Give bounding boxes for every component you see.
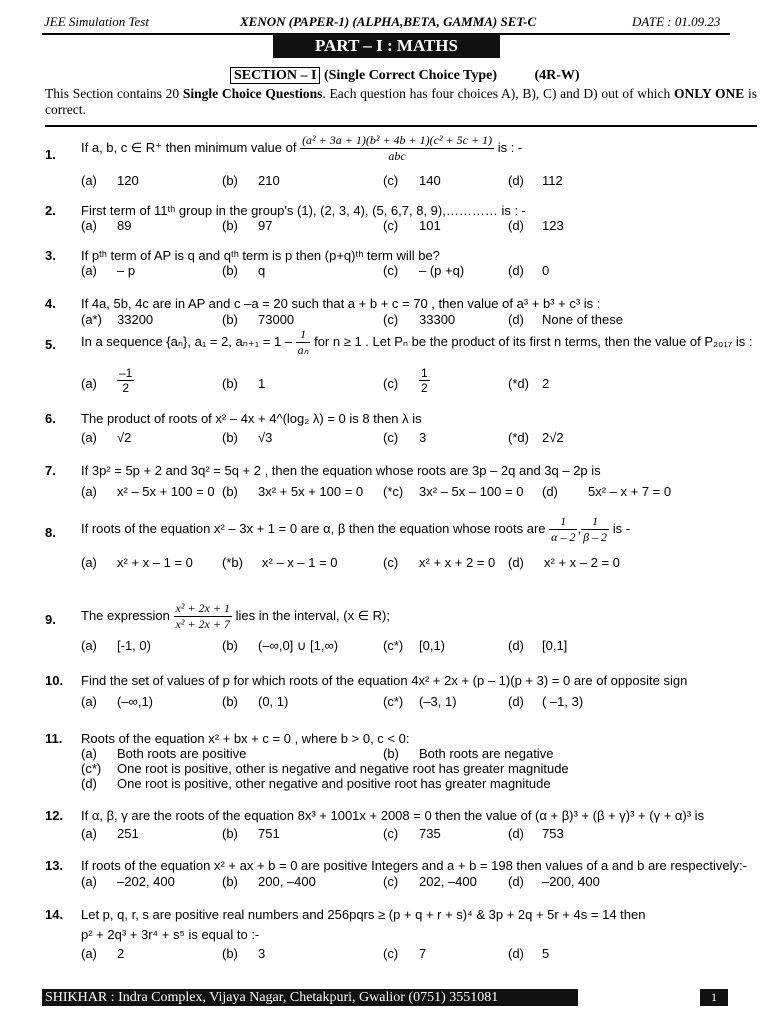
option-value: 2√2 bbox=[542, 430, 564, 445]
fraction-numerator: 1 bbox=[549, 514, 577, 530]
question-text-post: is : - bbox=[497, 139, 523, 155]
section-name: SECTION – I bbox=[230, 67, 320, 84]
option-value: 3x² – 5x – 100 = 0 bbox=[419, 484, 524, 499]
question-text: If roots of the equation x² + ax + b = 0 are positive Integers and a + b = 198 then values of a and b are respectively:- bbox=[81, 858, 747, 873]
option-value: 1 bbox=[258, 376, 266, 391]
option-value: 2 bbox=[542, 376, 550, 391]
fraction-numerator: x² + 2x + 1 bbox=[175, 601, 230, 615]
option-value bbox=[117, 366, 134, 395]
question-number: 1. bbox=[45, 147, 56, 162]
option-value: 751 bbox=[258, 826, 280, 841]
option-value: Both roots are positive bbox=[117, 746, 247, 761]
option-value: √2 bbox=[117, 430, 132, 445]
question-text: The product of roots of x² – 4x + 4^(log₂ λ) = 0 is 8 then λ is bbox=[81, 411, 422, 426]
fraction-denominator: x² + 2x + 7 bbox=[175, 617, 230, 631]
option-label: (b) bbox=[222, 312, 238, 327]
fraction bbox=[296, 327, 311, 358]
intro-text-3: is correct. bbox=[45, 86, 758, 117]
option-value: 202, –400 bbox=[419, 874, 477, 889]
option-value: 5 bbox=[542, 946, 550, 961]
option-label: (*d) bbox=[508, 376, 529, 391]
option-value: 140 bbox=[419, 173, 441, 188]
option-value: 33200 bbox=[117, 312, 154, 327]
option-value: (–3, 1) bbox=[419, 694, 457, 709]
option-value: – (p +q) bbox=[419, 263, 465, 278]
option-value: 123 bbox=[542, 218, 564, 233]
question-text: If roots of the equation x² – 3x + 1 = 0 are α, β then the equation whose roots are $\frac{1}{\alpha - 2}$ , $\frac{1}{\beta - 2}$ is - bbox=[81, 514, 631, 544]
intro-text-1: This Section contains 20 bbox=[45, 86, 183, 101]
option-value: 120 bbox=[117, 173, 139, 188]
option-label: (b) bbox=[222, 263, 238, 278]
question-number: 3. bbox=[45, 248, 56, 263]
question-text bbox=[81, 327, 753, 358]
fraction-denominator: β – 2 bbox=[583, 530, 608, 544]
fraction bbox=[549, 514, 577, 545]
option-label: (c) bbox=[383, 218, 399, 233]
intro-bold-1: Single Choice Questions bbox=[182, 86, 323, 101]
option-label: (c) bbox=[383, 312, 399, 327]
option-label: (c) bbox=[383, 173, 399, 188]
question-number: 6. bbox=[45, 411, 56, 426]
option-value: – p bbox=[117, 263, 136, 278]
option-label: (b) bbox=[222, 173, 238, 188]
option-value: √3 bbox=[258, 430, 273, 445]
option-label: (a) bbox=[81, 638, 97, 653]
fraction-numerator: 1 bbox=[296, 327, 311, 343]
option-label: (b) bbox=[222, 430, 238, 445]
option-label: (a) bbox=[81, 555, 97, 570]
option-label: (c) bbox=[383, 555, 399, 570]
option-label: (b) bbox=[222, 376, 238, 391]
header-date: DATE : 01.09.23 bbox=[632, 14, 721, 29]
intro-text-2: . Each question has four choices A), B), C) and D) out of which bbox=[322, 86, 675, 101]
question-text-pre: If roots of the equation x² – 3x + 1 = 0 are α, β then the equation whose roots are bbox=[81, 520, 546, 536]
question-text-pre: In a sequence {aₙ}, a₁ = 2, aₙ₊₁ = 1 – bbox=[81, 333, 293, 349]
option-label: (*d) bbox=[508, 430, 529, 445]
option-label: (c) bbox=[383, 946, 399, 961]
question-text: Roots of the equation x² + bx + c = 0 , where b > 0, c < 0: bbox=[81, 731, 410, 746]
fraction-numerator: 1 bbox=[421, 366, 428, 380]
option-value: (–∞,1) bbox=[117, 694, 153, 709]
fraction-denominator: abc bbox=[388, 149, 406, 163]
fraction-numerator: (a² + 3a + 1)(b² + 4b + 1)(c² + 5c + 1) bbox=[302, 133, 493, 147]
question-number: 11. bbox=[45, 731, 63, 746]
option-value: 753 bbox=[542, 826, 564, 841]
option-label: (d) bbox=[508, 263, 524, 278]
section-type: (Single Correct Choice Type) bbox=[323, 68, 497, 83]
question-text: Find the set of values of p for which roots of the equation 4x² + 2x + (p – 1)(p + 3) = 0 are of opposite sign bbox=[81, 673, 688, 688]
option-value: 5x² – x + 7 = 0 bbox=[588, 484, 672, 499]
option-label: (a) bbox=[81, 826, 97, 841]
option-label: (*c) bbox=[383, 484, 404, 499]
option-value: 251 bbox=[117, 826, 139, 841]
question-number: 8. bbox=[45, 525, 56, 540]
option-label: (a) bbox=[81, 694, 97, 709]
option-value: –202, 400 bbox=[117, 874, 175, 889]
question-number: 12. bbox=[45, 808, 64, 823]
question-number: 9. bbox=[45, 612, 56, 627]
option-label: (a) bbox=[81, 218, 97, 233]
option-value: –200, 400 bbox=[542, 874, 600, 889]
question-text bbox=[81, 133, 522, 164]
option-label: (d) bbox=[508, 874, 524, 889]
option-value: 73000 bbox=[258, 312, 295, 327]
question-text: If α, β, γ are the roots of the equation 8x³ + 1001x + 2008 = 0 then the value of (α + β)³ + (β + γ)³ + (γ + α)³ is bbox=[81, 808, 705, 823]
option-value: None of these bbox=[542, 312, 623, 327]
option-value: One root is positive, other is negative and negative root has greater magnitude bbox=[117, 761, 569, 776]
option-value: q bbox=[258, 263, 266, 278]
option-label: (d) bbox=[508, 826, 524, 841]
option-label: (b) bbox=[222, 826, 238, 841]
option-label: (a*) bbox=[81, 312, 102, 327]
option-label: (c) bbox=[383, 430, 399, 445]
option-value: ( –1, 3) bbox=[542, 694, 584, 709]
option-value: (0, 1) bbox=[258, 694, 289, 709]
option-label: (c*) bbox=[383, 638, 404, 653]
option-label: (d) bbox=[542, 484, 558, 499]
option-value: [-1, 0) bbox=[117, 638, 151, 653]
fraction bbox=[419, 366, 430, 395]
question-text: If 3p² = 5p + 2 and 3q² = 5q + 2 , then the equation whose roots are 3p – 2q and 3q – 2p is bbox=[81, 463, 601, 478]
option-label: (c*) bbox=[81, 761, 102, 776]
option-label: (d) bbox=[508, 638, 524, 653]
fraction-numerator: 1 bbox=[581, 514, 609, 530]
option-label: (a) bbox=[81, 946, 97, 961]
option-label: (a) bbox=[81, 746, 97, 761]
question-text-post: lies in the interval, (x ∈ R); bbox=[235, 607, 390, 623]
option-label: (*b) bbox=[222, 555, 243, 570]
question-number: 13. bbox=[45, 858, 64, 873]
option-label: (d) bbox=[508, 218, 524, 233]
question-text: Let p, q, r, s are positive real numbers and 256pqrs ≥ (p + q + r + s)⁴ & 3p + 2q + 5r + 4s = 14 then bbox=[81, 907, 646, 922]
option-label: (d) bbox=[508, 555, 524, 570]
section-rule bbox=[45, 125, 757, 127]
option-value: 3 bbox=[419, 430, 427, 445]
option-value: 210 bbox=[258, 173, 280, 188]
option-value: 2 bbox=[117, 946, 125, 961]
question-text-pre: The expression bbox=[81, 607, 170, 623]
question-number: 2. bbox=[45, 203, 56, 218]
option-value bbox=[419, 366, 430, 395]
option-value: 3x² + 5x + 100 = 0 bbox=[258, 484, 364, 499]
option-value: 101 bbox=[419, 218, 441, 233]
fraction bbox=[300, 133, 494, 164]
option-value: 735 bbox=[419, 826, 441, 841]
question-text: First term of 11ᵗʰ group in the group's (1), (2, 3, 4), (5, 6,7, 8, 9),………… is : - bbox=[81, 203, 527, 218]
header-center: XENON (PAPER-1) (ALPHA,BETA, GAMMA) SET-C bbox=[240, 14, 537, 29]
option-label: (a) bbox=[81, 173, 97, 188]
option-label: (b) bbox=[222, 218, 238, 233]
question-number: 10. bbox=[45, 673, 64, 688]
option-label: (a) bbox=[81, 376, 97, 391]
option-value: x² + x + 2 = 0 bbox=[419, 555, 496, 570]
option-label: (c) bbox=[383, 263, 399, 278]
option-label: (b) bbox=[222, 638, 238, 653]
option-value: 200, –400 bbox=[258, 874, 316, 889]
fraction-numerator: –1 bbox=[119, 366, 133, 380]
part-title: PART – I : MATHS bbox=[273, 34, 500, 58]
option-label: (b) bbox=[222, 874, 238, 889]
page-number: 1 bbox=[700, 989, 728, 1006]
option-label: (a) bbox=[81, 484, 97, 499]
option-label: (a) bbox=[81, 430, 97, 445]
option-label: (a) bbox=[81, 263, 97, 278]
option-value: 33300 bbox=[419, 312, 456, 327]
option-value: x² – 5x + 100 = 0 bbox=[117, 484, 215, 499]
option-label: (d) bbox=[508, 946, 524, 961]
option-label: (d) bbox=[508, 173, 524, 188]
option-value: 0 bbox=[542, 263, 550, 278]
option-value: 3 bbox=[258, 946, 266, 961]
option-label: (b) bbox=[222, 694, 238, 709]
question-text: If pᵗʰ term of AP is q and qᵗʰ term is p then (p+q)ᵗʰ term will be? bbox=[81, 248, 440, 263]
question-number: 7. bbox=[45, 463, 56, 478]
option-label: (b) bbox=[222, 484, 238, 499]
section-instructions bbox=[45, 86, 757, 118]
option-label: (b) bbox=[383, 746, 399, 761]
option-value: 112 bbox=[542, 173, 563, 188]
fraction bbox=[117, 366, 134, 395]
section-line bbox=[230, 68, 580, 84]
question-text-line-2: p² + 2q³ + 3r⁴ + s⁵ is equal to :- bbox=[81, 927, 260, 942]
fraction-denominator: aₙ bbox=[297, 343, 309, 357]
option-label: (c) bbox=[383, 376, 399, 391]
option-value: [0,1] bbox=[542, 638, 568, 653]
header-left: JEE Simulation Test bbox=[44, 14, 149, 29]
option-value: 89 bbox=[117, 218, 132, 233]
fraction-denominator: 2 bbox=[421, 381, 428, 395]
fraction-denominator: α – 2 bbox=[551, 530, 576, 544]
footer-address: SHIKHAR : Indra Complex, Vijaya Nagar, Chetakpuri, Gwalior (0751) 3551081 bbox=[42, 989, 578, 1006]
question-text-pre: If a, b, c ∈ R⁺ then minimum value of bbox=[81, 139, 297, 155]
option-label: (d) bbox=[81, 776, 97, 791]
option-label: (a) bbox=[81, 874, 97, 889]
option-label: (c) bbox=[383, 826, 399, 841]
question-number: 14. bbox=[45, 907, 64, 922]
option-value: [0,1) bbox=[419, 638, 446, 653]
option-value: x² + x – 1 = 0 bbox=[117, 555, 193, 570]
question-text bbox=[81, 601, 390, 632]
option-value: Both roots are negative bbox=[419, 746, 554, 761]
question-text-post: for n ≥ 1 . Let Pₙ be the product of its first n terms, then the value of P₂₀₁₇ is : bbox=[314, 333, 753, 349]
option-value: x² + x – 2 = 0 bbox=[544, 555, 620, 570]
section-marking: (4R-W) bbox=[534, 68, 580, 83]
question-text-post: is - bbox=[612, 520, 631, 536]
option-label: (c) bbox=[383, 874, 399, 889]
option-value: One root is positive, other negative and positive root has greater magnitude bbox=[117, 776, 551, 791]
fraction bbox=[174, 601, 232, 632]
option-value: x² – x – 1 = 0 bbox=[262, 555, 338, 570]
option-label: (b) bbox=[222, 946, 238, 961]
option-label: (d) bbox=[508, 312, 524, 327]
option-value: 97 bbox=[258, 218, 273, 233]
question-text: If 4a, 5b, 4c are in AP and c –a = 20 such that a + b + c = 70 , then value of a³ + b³ + c³ is : bbox=[81, 296, 601, 311]
question-number: 5. bbox=[45, 337, 56, 352]
question-number: 4. bbox=[45, 296, 56, 311]
option-label: (c*) bbox=[383, 694, 404, 709]
intro-bold-2: ONLY ONE bbox=[674, 86, 745, 101]
option-label: (d) bbox=[508, 694, 524, 709]
option-value: (–∞,0] ∪ [1,∞) bbox=[258, 638, 339, 653]
fraction bbox=[581, 514, 609, 545]
fraction-denominator: 2 bbox=[122, 381, 130, 395]
option-value: 7 bbox=[419, 946, 427, 961]
